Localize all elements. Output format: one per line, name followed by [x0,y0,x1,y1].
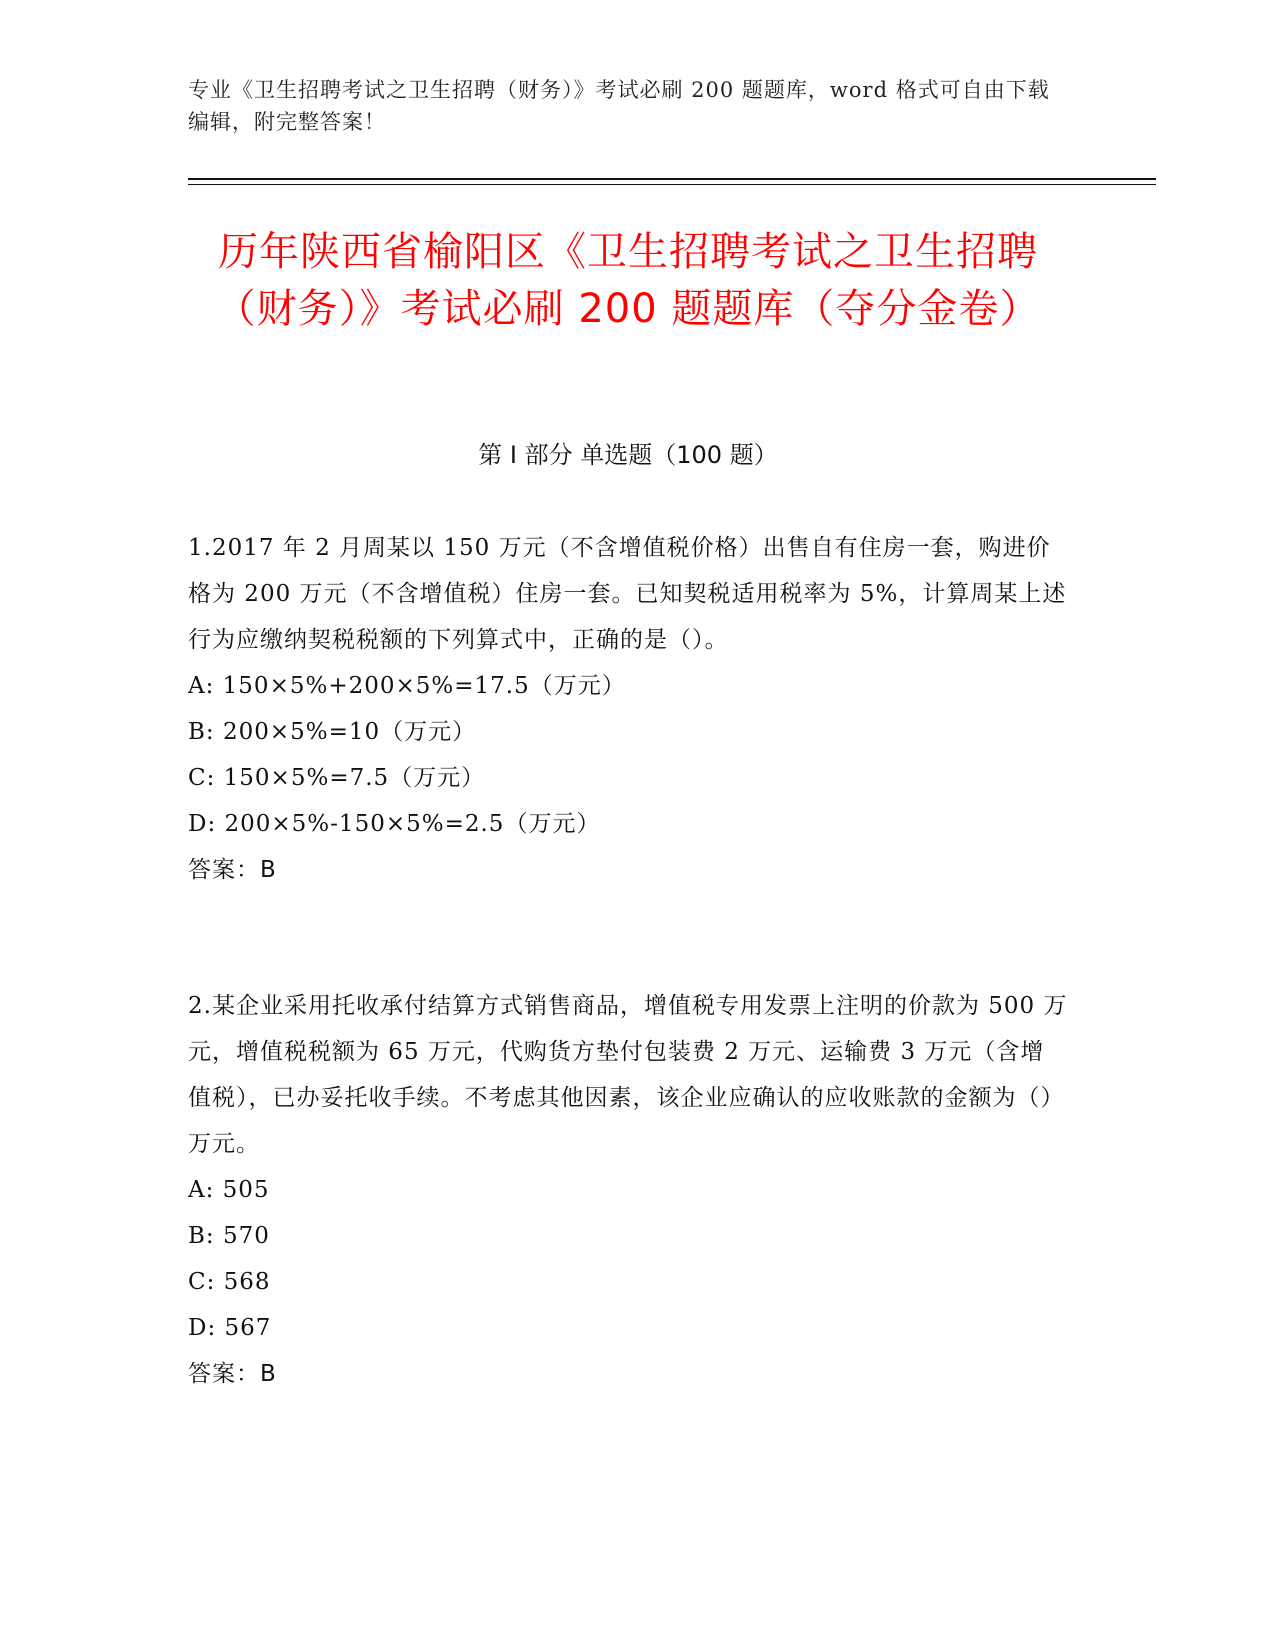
question-2-stem: 2.某企业采用托收承付结算方式销售商品，增值税专用发票上注明的价款为 500 万元，增值税税额为 65 万元，代购货方垫付包装费 2 万元、运输费 3 万元（含增值税），已办妥托收手续。不考虑其他因素，该企业应确认的应收账款的金额为（）万元。 [188,993,1068,1157]
document-title: 历年陕西省榆阳区《卫生招聘考试之卫生招聘（财务）》考试必刷 200 题题库（夺分金卷） [215,229,1041,332]
question-2-answer: 答案：B [188,1361,277,1387]
question-2-option-a: A: 505 [188,1177,270,1203]
header-divider-thin [188,184,1156,185]
header-divider-thick [188,178,1156,180]
question-2 [188,983,1068,1397]
question-1-option-d: D: 200×5%-150×5%=2.5（万元） [188,811,601,837]
question-2-option-b: B: 570 [188,1223,270,1249]
question-2-option-d: D: 567 [188,1315,272,1341]
header-note: 专业《卫生招聘考试之卫生招聘（财务）》考试必刷 200 题题库，word 格式可自由下载编辑，附完整答案！ [188,78,1050,134]
question-1-option-b: B: 200×5%=10（万元） [188,719,477,745]
question-2-option-c: C: 568 [188,1269,271,1295]
question-1 [188,525,1068,893]
question-1-option-a: A: 150×5%+200×5%=17.5（万元） [188,673,626,699]
question-1-stem: 1.2017 年 2 月周某以 150 万元（不含增值税价格）出售自有住房一套，购进价格为 200 万元（不含增值税）住房一套。已知契税适用税率为 5%，计算周某上述行为应缴纳契税税额的下列算式中，正确的是（）。 [188,535,1067,653]
question-1-answer: 答案：B [188,857,277,883]
section-title: 第 I 部分 单选题（100 题） [478,441,778,469]
question-1-option-c: C: 150×5%=7.5（万元） [188,765,486,791]
